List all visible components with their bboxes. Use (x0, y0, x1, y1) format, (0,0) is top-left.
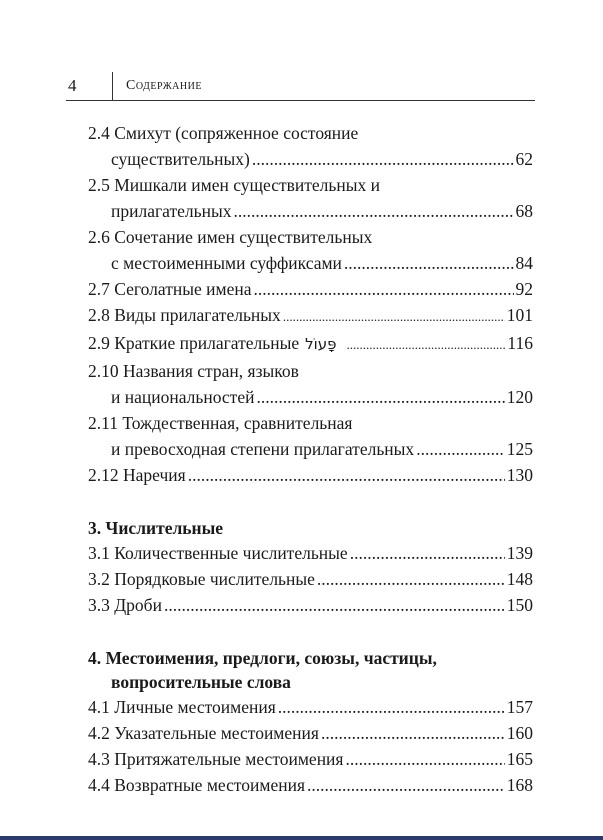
entry-title: 2.7 Сеголатные имена (88, 279, 252, 299)
entry-title-cont: существительных) (111, 149, 250, 169)
entry-title: 4.3 Притяжательные местоимения (88, 749, 344, 769)
leader-dots (321, 720, 505, 746)
toc-entry[interactable] (88, 276, 533, 302)
leader-dots (188, 462, 505, 488)
section-heading-text-cont: вопросительные слова (111, 672, 291, 692)
leader-dots (233, 198, 513, 224)
toc-entry[interactable] (88, 224, 533, 276)
entry-title: 2.6 Сочетание имен существительных (88, 227, 373, 247)
entry-page: 160 (506, 723, 533, 743)
section-heading-text: 3. Числительные (88, 518, 224, 538)
entry-page: 92 (515, 279, 533, 299)
leader-dots (345, 746, 504, 772)
toc-entry[interactable] (88, 410, 533, 462)
table-of-contents (88, 120, 533, 798)
entry-title: 2.12 Наречия (88, 465, 186, 485)
section-heading[interactable] (88, 646, 533, 694)
entry-title: 3.1 Количественные числительные (88, 543, 348, 563)
leader-dots (256, 384, 504, 410)
entry-page: 130 (506, 465, 533, 485)
entry-page: 168 (506, 775, 533, 795)
toc-entry[interactable] (88, 120, 533, 172)
toc-entry[interactable] (88, 772, 533, 798)
entry-page: 116 (507, 333, 533, 353)
entry-page: 101 (506, 305, 533, 325)
leader-dots (307, 772, 505, 798)
header-divider (112, 72, 113, 100)
leader-dots (416, 436, 505, 462)
entry-title-cont: с местоименными суффиксами (111, 253, 342, 273)
entry-title: 2.11 Тождественная, сравнительная (88, 413, 353, 433)
entry-title: 3.2 Порядковые числительные (88, 569, 315, 589)
entry-title: 3.3 Дроби (88, 595, 162, 615)
entry-title-cont: и превосходная степени прилагательных (111, 439, 415, 459)
entry-title: 2.8 Виды прилагательных (88, 305, 281, 325)
entry-page: 68 (515, 201, 533, 221)
entry-title: 2.10 Названия стран, языков (88, 361, 299, 381)
entry-page: 120 (506, 387, 533, 407)
toc-entry[interactable] (88, 694, 533, 720)
entry-page: 125 (506, 439, 533, 459)
page-number: 4 (68, 76, 77, 95)
entry-page: 62 (515, 149, 533, 169)
leader-dots (347, 332, 506, 358)
entry-page: 139 (506, 543, 533, 563)
bottom-edge-bar (0, 836, 603, 840)
toc-entry[interactable] (88, 462, 533, 488)
leader-dots (317, 566, 505, 592)
entry-title: 4.4 Возвратные местоимения (88, 775, 306, 795)
toc-entry[interactable] (88, 720, 533, 746)
toc-entry[interactable] (88, 358, 533, 410)
toc-entry[interactable] (88, 302, 533, 330)
entry-title-cont: и национальностей (111, 387, 255, 407)
section-heading-text: 4. Местоимения, предлоги, союзы, частицы, (88, 648, 437, 668)
toc-entry[interactable] (88, 592, 533, 618)
leader-dots (278, 694, 505, 720)
leader-dots (164, 592, 505, 618)
section-heading[interactable] (88, 516, 533, 540)
toc-entry[interactable] (88, 746, 533, 772)
entry-page: 148 (506, 569, 533, 589)
entry-title: 4.1 Личные местоимения (88, 697, 276, 717)
entry-title: 4.2 Указательные местоимения (88, 723, 319, 743)
leader-dots (344, 250, 514, 276)
entry-page: 84 (515, 253, 533, 273)
header-title: Содержание (126, 78, 202, 93)
entry-page: 165 (506, 749, 533, 769)
hebrew-term: פָּעוֹל (305, 335, 337, 353)
entry-title: 2.5 Мишкали имен существительных и (88, 175, 380, 195)
toc-entry[interactable] (88, 330, 533, 358)
entry-page: 157 (506, 697, 533, 717)
toc-entry[interactable] (88, 566, 533, 592)
toc-entry[interactable] (88, 172, 533, 224)
running-header (66, 72, 535, 101)
leader-dots (253, 276, 513, 302)
entry-title-cont: прилагательных (111, 201, 232, 221)
entry-title: 2.9 Краткие прилагательные (88, 333, 300, 353)
leader-dots (283, 304, 505, 330)
entry-page: 150 (506, 595, 533, 615)
leader-dots (252, 146, 514, 172)
entry-title: 2.4 Смихут (сопряженное состояние (88, 123, 359, 143)
leader-dots (350, 540, 505, 566)
toc-entry[interactable] (88, 540, 533, 566)
